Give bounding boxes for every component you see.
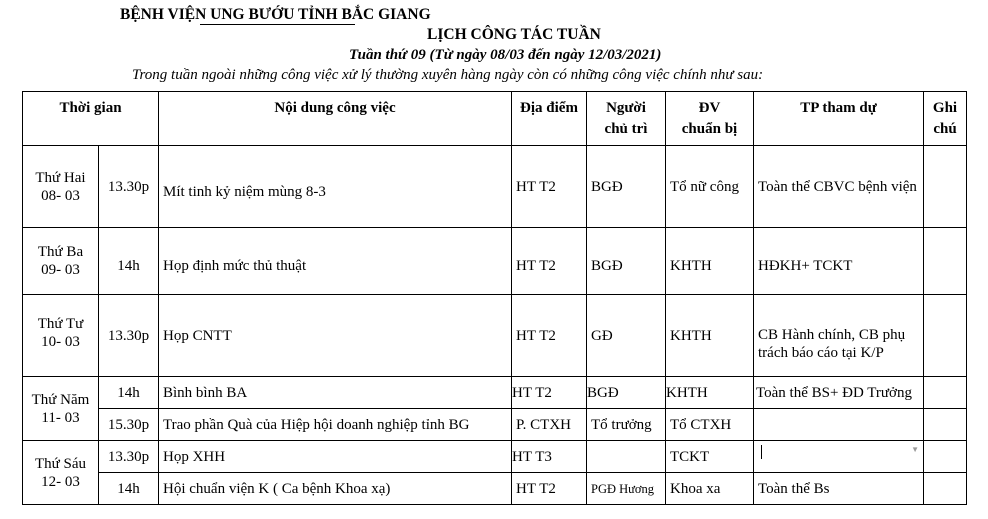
day-date: 08- 03: [41, 187, 80, 204]
event-place: HT T3: [512, 441, 587, 473]
text-cursor: [761, 445, 762, 459]
event-prep: KHTH: [666, 377, 754, 409]
event-attendees: Toàn thể CBVC bệnh viện: [754, 146, 924, 228]
event-note: [924, 377, 967, 409]
event-content: Họp CNTT: [159, 295, 512, 377]
hospital-name: BỆNH VIỆN UNG BƯỚU TỈNH BẮC GIANG: [120, 6, 431, 23]
schedule-title: LỊCH CÔNG TÁC TUẦN: [427, 26, 601, 43]
col-header-time: Thời gian: [23, 92, 159, 146]
day-cell: [23, 228, 99, 295]
event-prep: Tổ CTXH: [666, 409, 754, 441]
col-header-note-line1: Ghi: [932, 100, 958, 116]
event-host: Tổ trưởng: [587, 409, 666, 441]
event-place: HT T2: [512, 228, 587, 295]
event-host: BGĐ: [587, 146, 666, 228]
event-attendees: [754, 409, 924, 441]
day-cell: [23, 441, 99, 505]
event-time: 15.30p: [99, 409, 159, 441]
attendees-input-cell[interactable]: [754, 441, 924, 473]
table-row: [23, 295, 967, 377]
table-row: [23, 473, 967, 505]
col-header-attendees: TP tham dự: [754, 92, 924, 146]
table-row: [23, 409, 967, 441]
event-host: [587, 441, 666, 473]
col-header-host: [587, 92, 666, 146]
event-place: P. CTXH: [512, 409, 587, 441]
schedule-table: [22, 91, 967, 505]
event-time: 13.30p: [99, 295, 159, 377]
event-content: Họp XHH: [159, 441, 512, 473]
day-cell: [23, 295, 99, 377]
event-time: 13.30p: [99, 441, 159, 473]
col-header-prep: [666, 92, 754, 146]
event-content: Bình bình BA: [159, 377, 512, 409]
event-content: Mít tinh kỷ niệm mùng 8-3: [159, 146, 512, 228]
event-note: [924, 441, 967, 473]
event-content: Họp định mức thủ thuật: [159, 228, 512, 295]
day-date: 11- 03: [41, 409, 80, 426]
event-attendees: HĐKH+ TCKT: [754, 228, 924, 295]
event-place: HT T2: [512, 377, 587, 409]
col-header-content: Nội dung công việc: [159, 92, 512, 146]
col-header-host-line1: Người: [606, 100, 646, 116]
table-row: [23, 146, 967, 228]
table-row: [23, 228, 967, 295]
event-note: [924, 228, 967, 295]
event-attendees: Toàn thể Bs: [754, 473, 924, 505]
event-time: 14h: [99, 228, 159, 295]
event-time: 14h: [99, 377, 159, 409]
col-header-place: Địa điểm: [512, 92, 587, 146]
week-subtitle: Tuần thứ 09 (Từ ngày 08/03 đến ngày 12/03/2021): [349, 47, 662, 63]
table-row: [23, 441, 967, 473]
event-time: 14h: [99, 473, 159, 505]
day-name: Thứ Hai: [35, 169, 86, 186]
event-note: [924, 146, 967, 228]
dropdown-arrow-icon[interactable]: ▼: [911, 445, 919, 454]
col-header-prep-line1: ĐV: [698, 100, 721, 116]
day-name: Thứ Năm: [31, 391, 90, 408]
event-host: PGĐ Hương: [587, 473, 666, 505]
col-header-host-line2: chủ trì: [604, 121, 648, 137]
day-cell: [23, 377, 99, 441]
event-place: HT T2: [512, 295, 587, 377]
event-prep: Khoa xa: [666, 473, 754, 505]
event-note: [924, 473, 967, 505]
day-date: 12- 03: [41, 473, 80, 490]
event-host: BGĐ: [587, 377, 666, 409]
col-header-note-line2: chú: [933, 121, 957, 137]
event-prep: TCKT: [666, 441, 754, 473]
event-prep: KHTH: [666, 228, 754, 295]
event-host: GĐ: [587, 295, 666, 377]
event-attendees: Toàn thể BS+ ĐD Trưởng: [754, 377, 924, 409]
event-host: BGĐ: [587, 228, 666, 295]
col-header-prep-line2: chuẩn bị: [681, 121, 738, 137]
event-content: Hội chuẩn viện K ( Ca bệnh Khoa xạ): [159, 473, 512, 505]
day-name: Thứ Ba: [37, 244, 84, 260]
day-name: Thứ Tư: [37, 316, 84, 332]
intro-text: Trong tuần ngoài những công việc xử lý thường xuyên hàng ngày còn có những công việc chính như sau:: [132, 67, 764, 83]
day-name: Thứ Sáu: [34, 455, 87, 472]
event-place: HT T2: [512, 146, 587, 228]
day-date: 10- 03: [41, 334, 80, 350]
day-cell: [23, 146, 99, 228]
col-header-note: [924, 92, 967, 146]
event-content: Trao phần Quà của Hiệp hội doanh nghiệp tỉnh BG: [159, 409, 512, 441]
event-time: 13.30p: [99, 146, 159, 228]
event-note: [924, 409, 967, 441]
table-row: [23, 377, 967, 409]
table-header-row: [23, 92, 967, 146]
event-attendees: CB Hành chính, CB phụ trách báo cáo tại K/P: [754, 295, 924, 377]
day-date: 09- 03: [41, 262, 80, 278]
event-prep: Tổ nữ công: [666, 146, 754, 228]
event-note: [924, 295, 967, 377]
hospital-name-underline: [200, 24, 355, 25]
event-prep: KHTH: [666, 295, 754, 377]
event-place: HT T2: [512, 473, 587, 505]
